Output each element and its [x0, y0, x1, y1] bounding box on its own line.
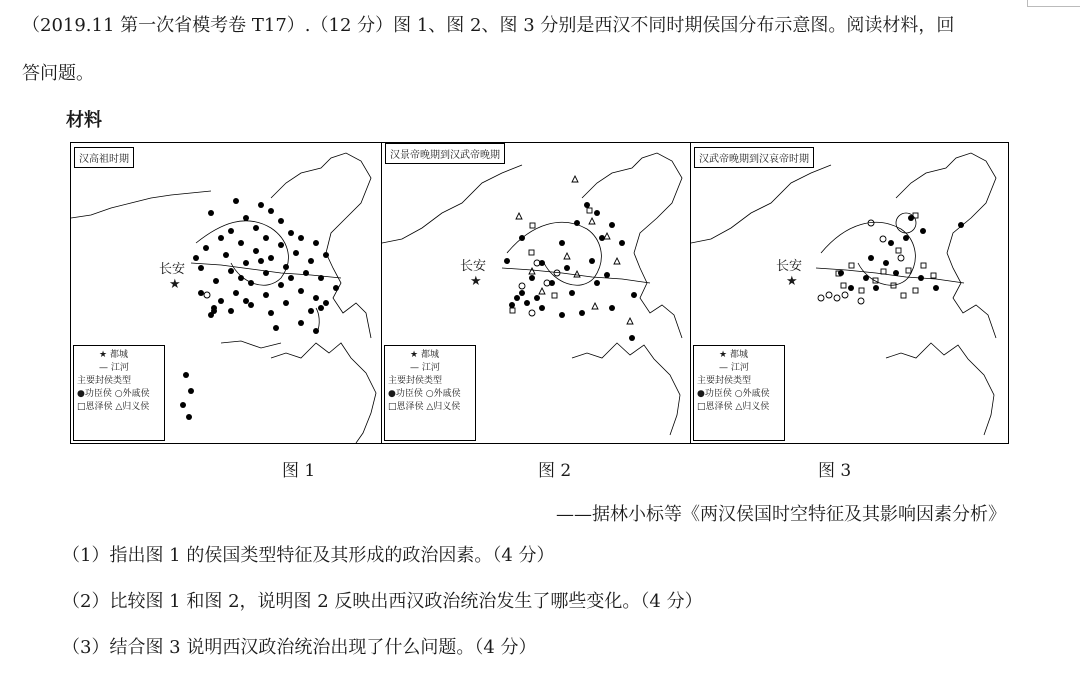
map-1-legend	[73, 345, 165, 441]
legend-river-entry: — 江河	[410, 363, 440, 373]
legend-river-entry: — 江河	[99, 363, 129, 373]
page-corner-mark	[1027, 0, 1080, 7]
legend-capital-entry: ★ 都城	[99, 350, 128, 360]
map-figures	[70, 142, 1009, 444]
map-3-capital	[776, 255, 802, 289]
capital-star-icon: ★	[786, 274, 798, 289]
map-2-capital-label: 长安	[460, 259, 487, 274]
sub-question-1: （1）指出图 1 的侯国类型特征及其形成的政治因素。（4 分）	[62, 545, 555, 566]
map-2-title: 汉景帝晚期到汉武帝晚期	[385, 143, 505, 164]
star-icon: ★	[719, 350, 728, 360]
sub-question-3: （3）结合图 3 说明西汉政治统治出现了什么问题。（4 分）	[62, 637, 537, 658]
question-stem-line2: 答问题。	[22, 63, 94, 84]
legend-types-row1: ●功臣侯 ○外戚侯	[77, 389, 150, 399]
figure-1-caption: 图 1	[282, 461, 316, 481]
legend-types-heading: 主要封侯类型	[697, 376, 752, 386]
legend-types-row1: ●功臣侯 ○外戚侯	[388, 389, 461, 399]
material-heading: 材料	[66, 110, 102, 131]
river-line-icon: —	[410, 363, 419, 373]
legend-capital-entry: ★ 都城	[410, 350, 439, 360]
question-stem-line1: （2019.11 第一次省模考卷 T17）.（12 分）图 1、图 2、图 3 分别是西汉不同时期侯国分布示意图。阅读材料，回	[22, 15, 955, 36]
legend-capital-entry: ★ 都城	[719, 350, 748, 360]
legend-types-row2: □恩泽侯 △归义侯	[697, 402, 770, 412]
legend-types-row2: □恩泽侯 △归义侯	[77, 402, 150, 412]
map-figure-1	[71, 143, 382, 443]
capital-star-icon: ★	[470, 274, 482, 289]
map-1-title: 汉高祖时期	[74, 147, 134, 168]
star-icon: ★	[410, 350, 419, 360]
map-2-legend	[384, 345, 476, 441]
map-3-capital-label: 长安	[776, 259, 803, 274]
legend-types-heading: 主要封侯类型	[77, 376, 132, 386]
map-3-legend	[693, 345, 785, 441]
legend-types-row2: □恩泽侯 △归义侯	[388, 402, 461, 412]
legend-types-heading: 主要封侯类型	[388, 376, 443, 386]
river-line-icon: —	[719, 363, 728, 373]
river-line-icon: —	[99, 363, 108, 373]
map-1-markers	[180, 198, 339, 420]
capital-star-icon: ★	[169, 277, 181, 292]
map-2-capital	[460, 255, 486, 289]
map-figure-2	[382, 143, 691, 443]
legend-river-entry: — 江河	[719, 363, 749, 373]
source-citation: ——据林小标等《两汉侯国时空特征及其影响因素分析》	[556, 504, 1006, 525]
figure-2-caption: 图 2	[538, 461, 572, 481]
figure-3-caption: 图 3	[818, 461, 852, 481]
legend-types-row1: ●功臣侯 ○外戚侯	[697, 389, 770, 399]
map-1-capital-label: 长安	[159, 262, 186, 277]
star-icon: ★	[99, 350, 108, 360]
map-1-capital	[159, 258, 185, 292]
map-3-title: 汉武帝晚期到汉哀帝时期	[694, 147, 814, 168]
map-figure-3	[691, 143, 1008, 443]
sub-question-2: （2）比较图 1 和图 2，说明图 2 反映出西汉政治统治发生了哪些变化。（4 分）	[62, 591, 703, 612]
